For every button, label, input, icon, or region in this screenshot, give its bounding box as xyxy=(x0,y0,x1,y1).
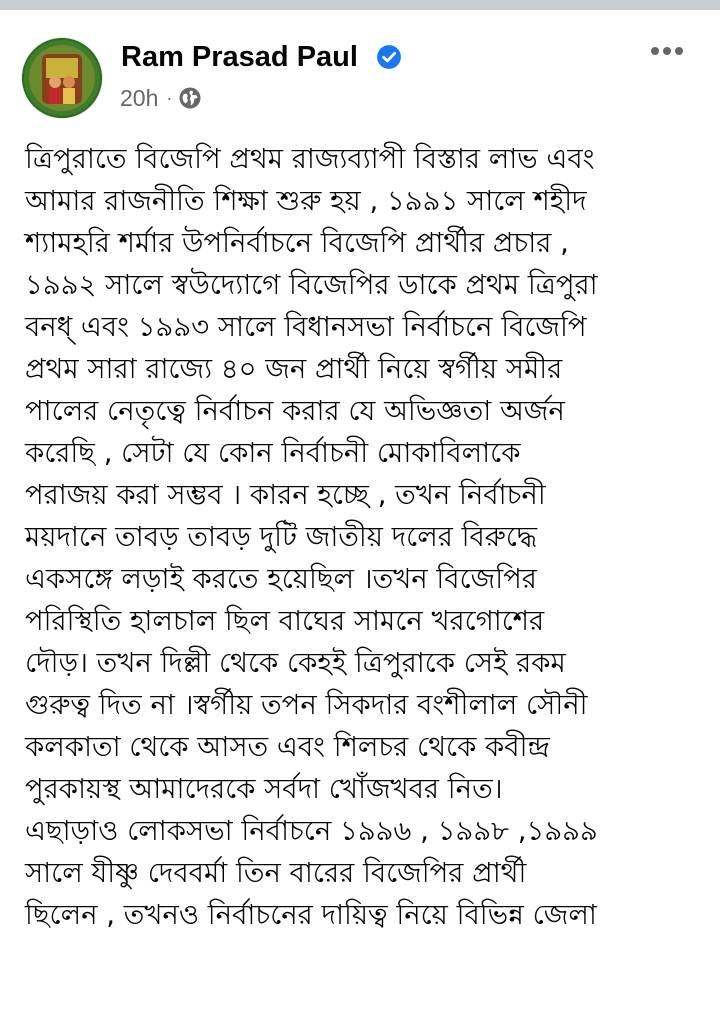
post-text-line: শ্যামহরি শর্মার উপনির্বাচনে বিজেপি প্রার্থীর প্রচার , xyxy=(25,227,569,259)
author-name[interactable]: Ram Prasad Paul xyxy=(121,41,358,73)
post-text-line: একসঙ্গে লড়াই করতে হয়েছিল ।তখন বিজেপির xyxy=(25,563,537,595)
more-options-button[interactable] xyxy=(644,36,690,66)
post-text-line: পুরকায়স্থ আমাদেরকে সর্বদা খোঁজখবর নিত। xyxy=(25,773,503,805)
post-meta xyxy=(120,84,202,112)
post-timestamp[interactable]: 20h xyxy=(120,84,159,111)
post-text-line: ছিলেন , তখনও নির্বাচনের দায়িত্ব নিয়ে বিভিন্ন জেলা xyxy=(25,899,597,931)
post-text-line: দৌড়। তখন দিল্লী থেকে কেহই ত্রিপুরাকে সেই রকম xyxy=(25,647,566,679)
post-text-line: ১৯৯২ সালে স্বউদ্যোগে বিজেপির ডাকে প্রথম ত্রিপুরা xyxy=(25,269,598,301)
post-text-line: ময়দানে তাবড় তাবড় দুটি জাতীয় দলের বিরুদ্ধে xyxy=(25,521,538,553)
post-text-line: পরাজয় করা সম্ভব । কারন হচ্ছে , তখন নির্বাচনী xyxy=(25,479,546,511)
post-text-line: গুরুত্ব দিত না ।স্বর্গীয় তপন সিকদার বংশীলাল সৌনী xyxy=(25,689,588,721)
post-text-line: আমার রাজনীতি শিক্ষা শুরু হয় , ১৯৯১ সালে শহীদ xyxy=(25,185,587,217)
post-text-line: করেছি , সেটা যে কোন নির্বাচনী মোকাবিলাকে xyxy=(25,437,521,469)
post-header xyxy=(0,10,720,120)
post-text-line: প্রথম সারা রাজ্যে ৪০ জন প্রার্থী নিয়ে স্বর্গীয় সমীর xyxy=(25,353,563,385)
post-text-line: বনধ্ এবং ১৯৯৩ সালে বিধানসভা নির্বাচনে বিজেপি xyxy=(25,311,587,343)
post-text xyxy=(25,138,715,936)
globe-icon[interactable] xyxy=(178,86,202,110)
author-avatar[interactable] xyxy=(22,38,102,118)
feed-divider xyxy=(0,0,720,10)
post-text-line: এছাড়াও লোকসভা নির্বাচনে ১৯৯৬ , ১৯৯৮ ,১৯৯৯ xyxy=(25,815,598,847)
more-horizontal-icon xyxy=(650,46,684,56)
meta-separator: · xyxy=(166,87,173,108)
post-text-line: কলকাতা থেকে আসত এবং শিলচর থেকে কবীন্দ্র xyxy=(25,731,550,763)
profile-photo-icon xyxy=(22,38,102,118)
post-text-line: ত্রিপুরাতে বিজেপি প্রথম রাজ্যব্যাপী বিস্তার লাভ এবং xyxy=(25,143,595,175)
verified-badge-icon xyxy=(376,44,402,70)
post-text-line: পালের নেতৃত্বে নির্বাচন করার যে অভিজ্ঞতা অর্জন xyxy=(25,395,565,427)
post-text-line: পরিস্থিতি হালচাল ছিল বাঘের সামনে খরগোশের xyxy=(25,605,545,637)
post-text-line: সালে যীষ্ণু দেববর্মা তিন বারের বিজেপির প্রার্থী xyxy=(25,857,527,889)
